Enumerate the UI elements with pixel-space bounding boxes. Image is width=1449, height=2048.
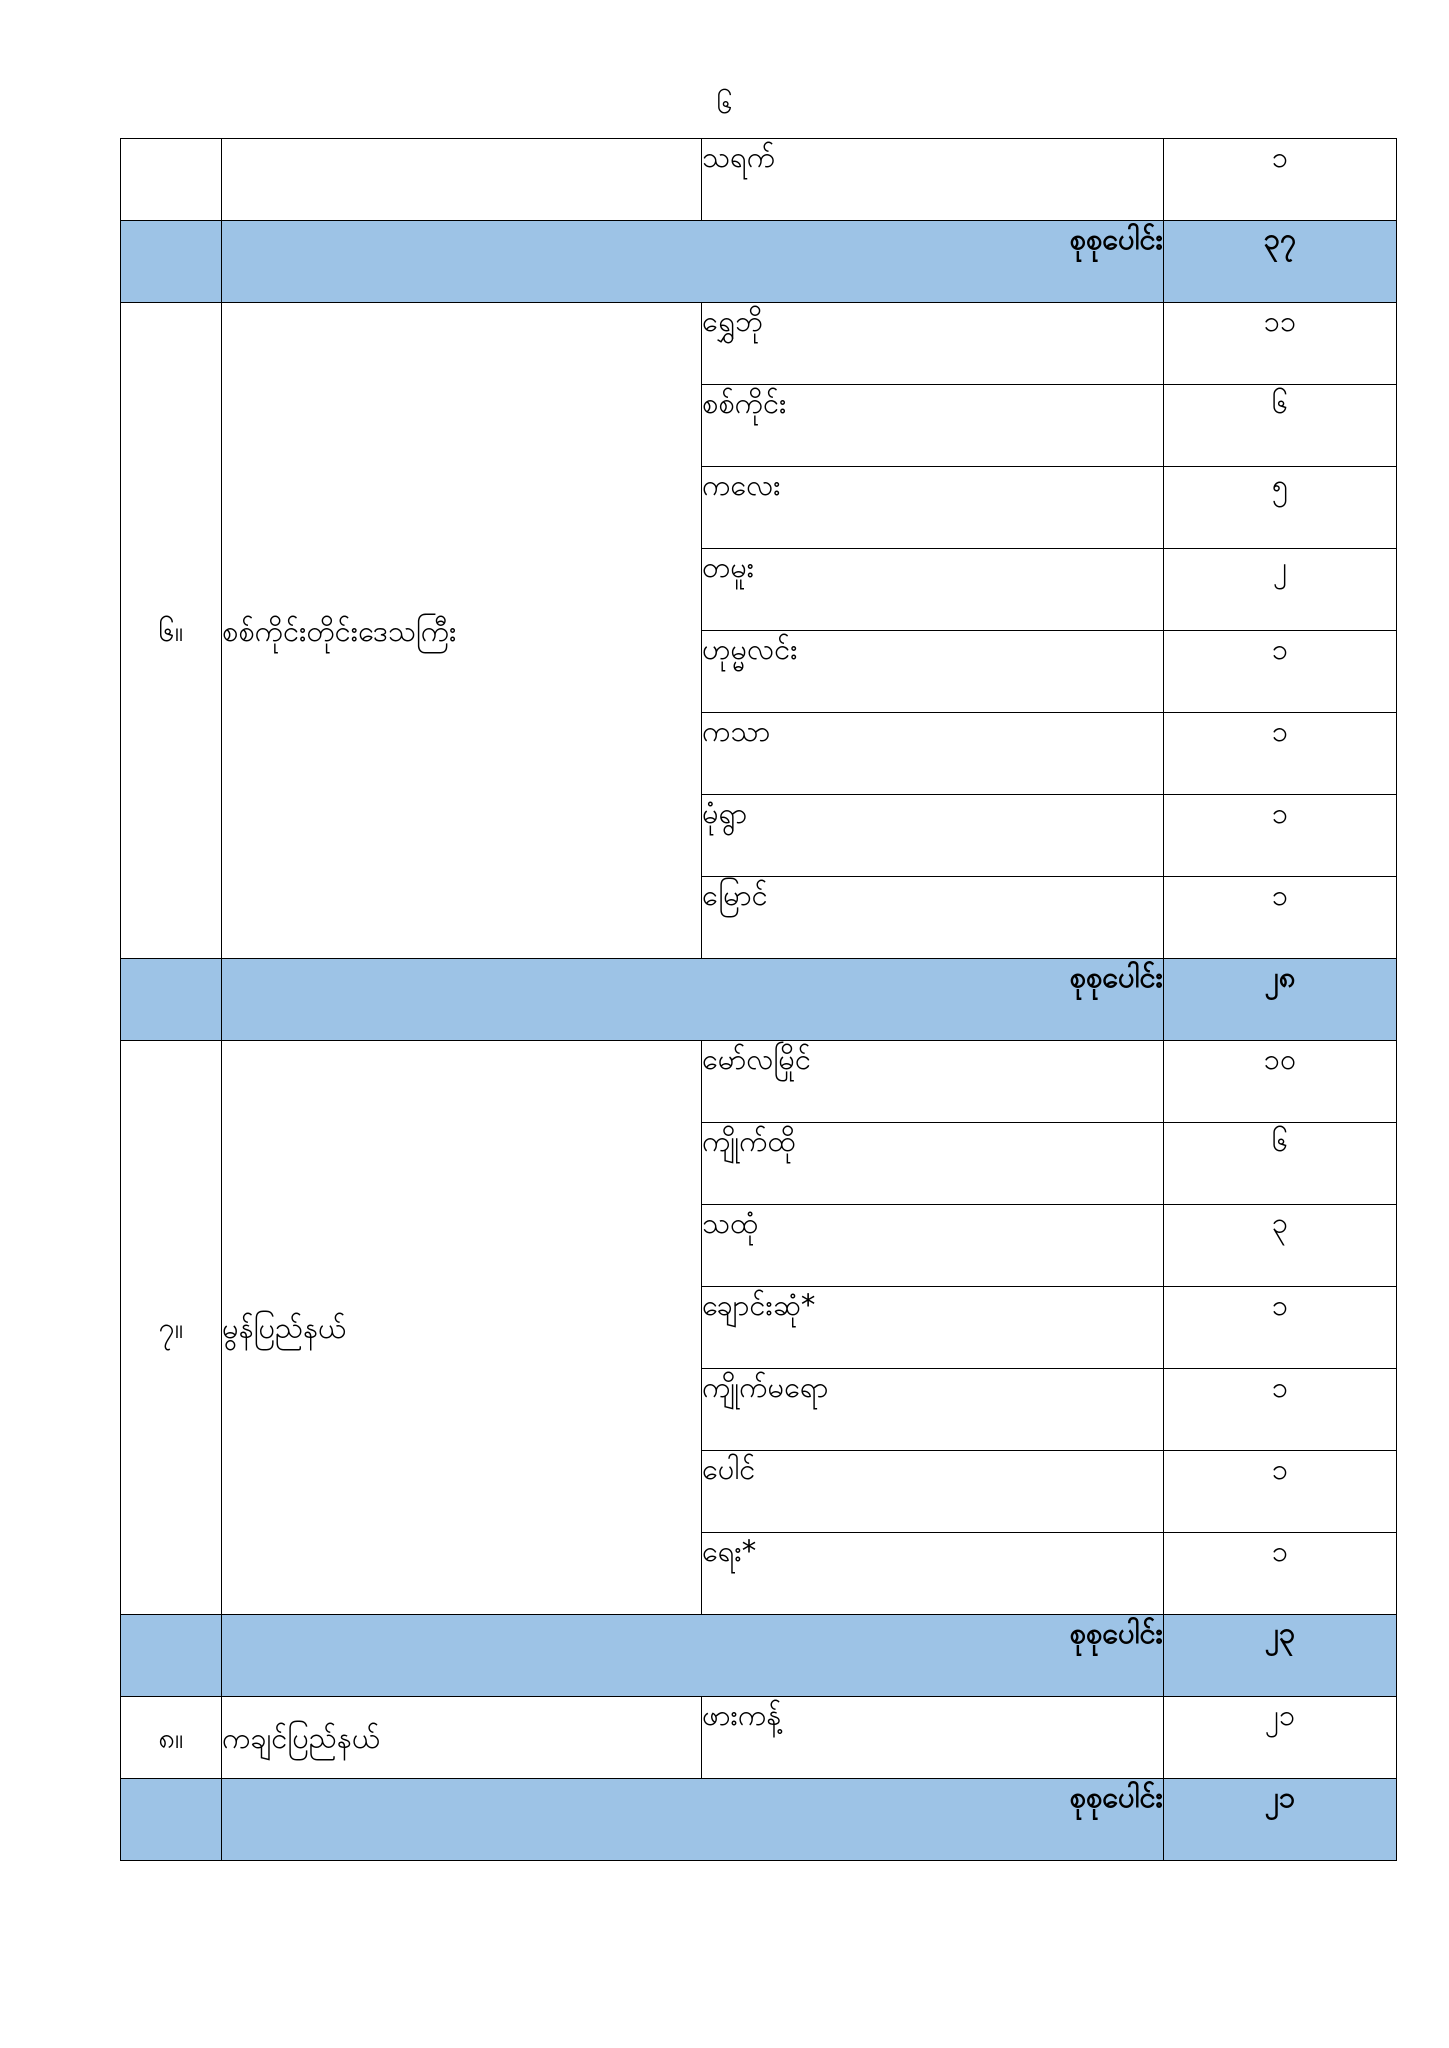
count-cell: ၁ [1164,631,1397,713]
total-value: ၃၇ [1164,221,1397,303]
count-cell: ၁ [1164,139,1397,221]
township-cell: ဖားကန့် [702,1697,1164,1779]
total-value: ၂၃ [1164,1615,1397,1697]
count-cell: ၁၁ [1164,303,1397,385]
total-value: ၂၈ [1164,959,1397,1041]
total-label: စုစုပေါင်း [222,1779,1164,1861]
table-row [121,1697,1397,1779]
total-row [121,1779,1397,1861]
township-cell: ချောင်းဆုံ* [702,1287,1164,1369]
count-cell: ၁ [1164,1451,1397,1533]
region-cell: ကချင်ပြည်နယ် [222,1697,702,1779]
row-number-cell [121,139,222,221]
township-cell: မြောင် [702,877,1164,959]
township-cell: ကျိုက်ထို [702,1123,1164,1205]
region-cell: စစ်ကိုင်းတိုင်းဒေသကြီး [222,303,702,959]
count-cell: ၁ [1164,1369,1397,1451]
region-cell: မွန်ပြည်နယ် [222,1041,702,1615]
township-cell: စစ်ကိုင်း [702,385,1164,467]
total-value: ၂၁ [1164,1779,1397,1861]
total-blank-cell [121,221,222,303]
township-cell: မော်လမြိုင် [702,1041,1164,1123]
township-cell: သထုံ [702,1205,1164,1287]
count-cell: ၁ [1164,1533,1397,1615]
count-cell: ၂ [1164,549,1397,631]
total-label: စုစုပေါင်း [222,959,1164,1041]
count-cell: ၁ [1164,1287,1397,1369]
township-count-table [120,138,1397,1861]
count-cell: ၂၁ [1164,1697,1397,1779]
total-blank-cell [121,1779,222,1861]
total-label: စုစုပေါင်း [222,1615,1164,1697]
township-cell: ကျိုက်မရော [702,1369,1164,1451]
township-cell: ရွှေဘို [702,303,1164,385]
page-number: ၆ [716,87,733,120]
count-cell: ၁ [1164,713,1397,795]
township-cell: မုံရွာ [702,795,1164,877]
row-number-cell: ၈။ [121,1697,222,1779]
count-cell: ၁၀ [1164,1041,1397,1123]
table-row [121,139,1397,221]
township-cell: သရက် [702,139,1164,221]
total-label: စုစုပေါင်း [222,221,1164,303]
count-cell: ၆ [1164,1123,1397,1205]
township-cell: ပေါင် [702,1451,1164,1533]
count-cell: ၃ [1164,1205,1397,1287]
table-body [121,139,1397,1861]
table-row [121,303,1397,385]
township-cell: ကလေး [702,467,1164,549]
township-cell: ဟုမ္မလင်း [702,631,1164,713]
count-cell: ၅ [1164,467,1397,549]
count-cell: ၁ [1164,877,1397,959]
count-cell: ၆ [1164,385,1397,467]
total-blank-cell [121,1615,222,1697]
row-number-cell: ၇။ [121,1041,222,1615]
total-row [121,221,1397,303]
region-cell [222,139,702,221]
row-number-cell: ၆။ [121,303,222,959]
table-row [121,1041,1397,1123]
total-blank-cell [121,959,222,1041]
township-cell: ရေး* [702,1533,1164,1615]
township-cell: တမူး [702,549,1164,631]
township-cell: ကသာ [702,713,1164,795]
total-row [121,959,1397,1041]
total-row [121,1615,1397,1697]
count-cell: ၁ [1164,795,1397,877]
